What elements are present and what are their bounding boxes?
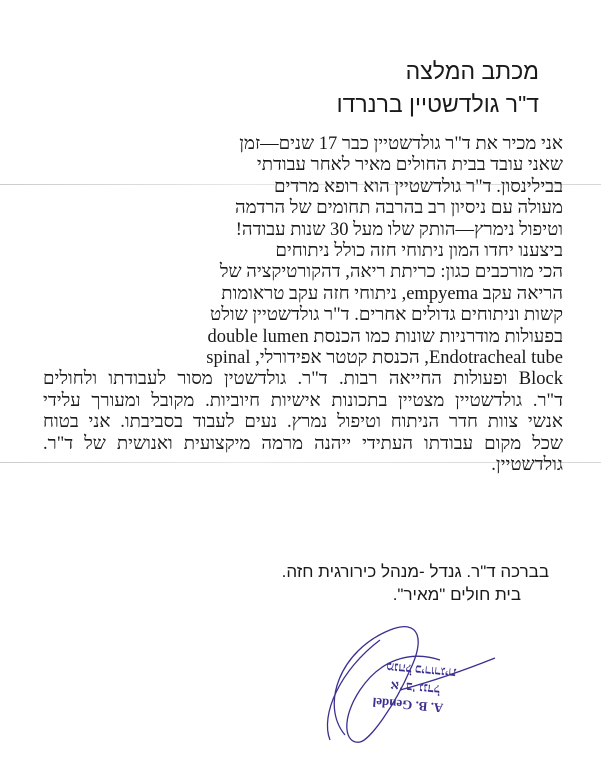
body-line: שכל מקום עבודתו העתידי ייהנה מרמה מיקצועית ואנושית של ד"ר.: [43, 433, 563, 454]
body-line: בבילינסון. ד"ר גולדשטיין הוא רופא מרדים: [274, 176, 563, 197]
body-line: בפעולות מודרניות שונות כמו הכנסת double lumen: [207, 326, 563, 347]
body-line: שאני עובד בבית החולים מאיר לאחר עבודתי: [256, 155, 563, 176]
body-line: ביצענו יחדו המון ניתוחי חזה כולל ניתוחים: [275, 241, 563, 262]
body-line: הכי מורכבים כגון: כריתת ריאה, דהקורטיקציה של: [219, 262, 563, 283]
body-line: אנשי צוות חדר הניתוח וטיפול נמרץ. נעים לעבוד בסביבתו. אני בטוח: [43, 412, 563, 433]
letter-body: [43, 134, 563, 477]
closing-signoff: בברכה ד"ר. גנדל -מנהל כירורגית חזה.: [281, 562, 549, 581]
body-line: וטיפול נימרץ—הותק שלו מעל 30 שנות עבודה!: [235, 219, 563, 240]
body-line: ד"ר. גולדשטיין מצטיין בתכונות אישיות חיוביות. מקובל ומעורך עלידי: [43, 390, 563, 411]
body-line: Block ופעולות החייאה רבות. ד"ר. גולדשטין מסור לעבודתו ולחולים: [43, 369, 563, 390]
body-line: קשות וניתוחים גדולים אחרים. ד"ר גולדשטיין שולט: [210, 305, 563, 326]
body-line: גולדשטיין.: [491, 455, 563, 476]
body-line: מעולה עם ניסיון רב בהרבה תחומים של הרדמה: [234, 198, 563, 219]
letter-subject: ד"ר גולדשטיין ברנרדו: [336, 91, 539, 117]
stamp-text: א' ב' גנדל: [390, 678, 441, 698]
signature-stamp: [300, 610, 500, 750]
stamp-text: מנהל כירורגית: [385, 659, 457, 681]
stamp-text: A. B. Gendel: [371, 694, 444, 716]
letter-title: מכתב המלצה: [405, 58, 539, 84]
body-line: אני מכיר את ד"ר גולדשטיין כבר 17 שנים—זמן: [239, 134, 563, 154]
body-line: הריאה עקב empyema, ניתוחי חזה עקב טראומות: [221, 283, 563, 304]
body-line: Endotracheal tube, הכנסת קטטר אפידורלי, spinal: [206, 348, 563, 369]
closing-hospital: בית חולים "מאיר".: [392, 585, 521, 604]
